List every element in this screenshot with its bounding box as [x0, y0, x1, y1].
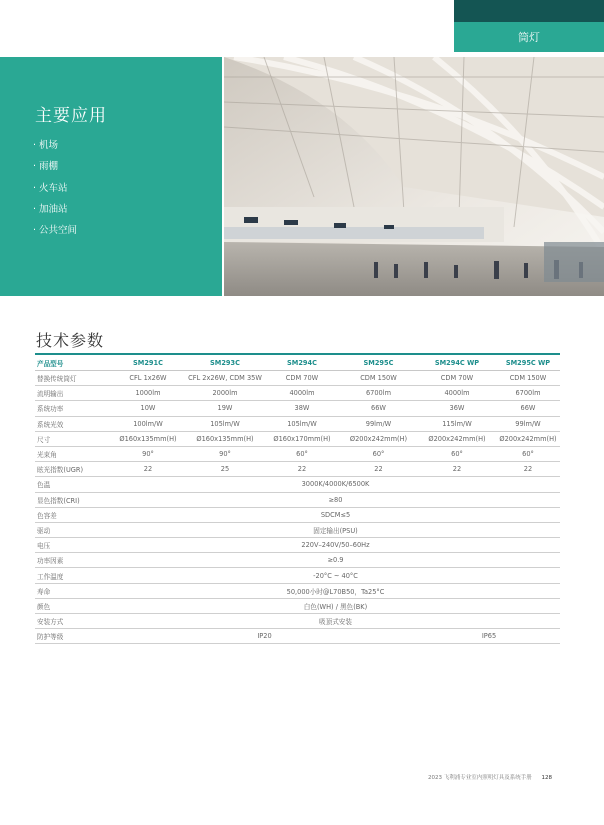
footer [428, 773, 552, 781]
table-cell: 4000lm [265, 386, 339, 401]
airport-terminal-photo [224, 57, 604, 296]
row-label: 尺寸 [35, 431, 111, 446]
application-item: · 机场 [33, 135, 77, 156]
table-cell: 白色(WH) / 黑色(BK) [111, 598, 560, 613]
row-label: 色温 [35, 477, 111, 492]
table-cell: 6700lm [496, 386, 560, 401]
application-item: · 公共空间 [33, 220, 77, 241]
row-label: 光束角 [35, 446, 111, 461]
row-label: 功率因素 [35, 553, 111, 568]
application-item: · 雨棚 [33, 156, 77, 177]
table-header-cell: SM293C [185, 354, 265, 371]
table-cell: Ø200x242mm(H) [496, 431, 560, 446]
table-cell: 100lm/W [111, 416, 185, 431]
table-row [35, 507, 560, 522]
table-cell: 25 [185, 462, 265, 477]
table-header-cell: 产品型号 [35, 354, 111, 371]
table-cell: 90° [111, 446, 185, 461]
table-row [35, 522, 560, 537]
table-cell: 吸顶式安装 [111, 614, 560, 629]
table-cell: 99lm/W [339, 416, 418, 431]
applications-panel [0, 57, 222, 296]
table-cell: 36W [418, 401, 496, 416]
table-cell: Ø200x242mm(H) [418, 431, 496, 446]
table-header-cell: SM294C [265, 354, 339, 371]
table-cell: 3000K/4000K/6500K [111, 477, 560, 492]
row-label: 系统功率 [35, 401, 111, 416]
table-cell: 99lm/W [496, 416, 560, 431]
application-item: · 火车站 [33, 178, 77, 199]
footer-text: 2023 飞利浦专业室内照明灯具及系统手册 [428, 775, 532, 781]
table-cell: Ø160x170mm(H) [265, 431, 339, 446]
table-cell: 220V–240V/50–60Hz [111, 538, 560, 553]
table-header-row [35, 354, 560, 371]
table-row [35, 629, 560, 644]
row-label: 流明输出 [35, 386, 111, 401]
table-cell: CFL 2x26W, CDM 35W [185, 371, 265, 386]
table-header-cell: SM291C [111, 354, 185, 371]
table-row [35, 598, 560, 613]
table-cell: 4000lm [418, 386, 496, 401]
table-cell: 50,000小时@L70B50，Ta25°C [111, 583, 560, 598]
row-label: 眩光指数(UGR) [35, 462, 111, 477]
applications-list [33, 135, 77, 241]
table-cell: Ø160x135mm(H) [111, 431, 185, 446]
applications-title: 主要应用 [35, 106, 107, 126]
table-row [35, 431, 560, 446]
application-item: · 加油站 [33, 199, 77, 220]
table-cell: 1000lm [111, 386, 185, 401]
table-row [35, 492, 560, 507]
table-cell: 105lm/W [185, 416, 265, 431]
table-row [35, 583, 560, 598]
table-row [35, 371, 560, 386]
table-cell: -20°C ~ 40°C [111, 568, 560, 583]
table-cell: 22 [418, 462, 496, 477]
category-tab: 筒灯 [454, 22, 604, 52]
table-cell: 19W [185, 401, 265, 416]
table-cell: 22 [111, 462, 185, 477]
row-label: 安装方式 [35, 614, 111, 629]
table-cell: Ø200x242mm(H) [339, 431, 418, 446]
table-cell: CDM 150W [339, 371, 418, 386]
table-cell: 66W [339, 401, 418, 416]
row-label: 寿命 [35, 583, 111, 598]
table-cell: 60° [496, 446, 560, 461]
page-number: 128 [541, 775, 552, 781]
row-label: 系统光效 [35, 416, 111, 431]
table-cell: 22 [339, 462, 418, 477]
table-cell: ≥0.9 [111, 553, 560, 568]
row-label: 替换传统筒灯 [35, 371, 111, 386]
table-cell: IP65 [418, 629, 560, 644]
row-label: 颜色 [35, 598, 111, 613]
table-row [35, 462, 560, 477]
table-cell: 66W [496, 401, 560, 416]
table-cell: CDM 150W [496, 371, 560, 386]
table-row [35, 614, 560, 629]
table-cell: 22 [496, 462, 560, 477]
table-cell: 90° [185, 446, 265, 461]
table-header-cell: SM295C [339, 354, 418, 371]
table-cell: 固定输出(PSU) [111, 522, 560, 537]
table-cell: 60° [339, 446, 418, 461]
table-body [35, 371, 560, 644]
table-row [35, 446, 560, 461]
table-header-cell: SM294C WP [418, 354, 496, 371]
row-label: 色容差 [35, 507, 111, 522]
table-cell: 6700lm [339, 386, 418, 401]
table-cell: 2000lm [185, 386, 265, 401]
table-cell: Ø160x135mm(H) [185, 431, 265, 446]
spec-table [35, 353, 560, 644]
row-label: 工作温度 [35, 568, 111, 583]
table-cell: 38W [265, 401, 339, 416]
table-cell: IP20 [111, 629, 418, 644]
table-row [35, 553, 560, 568]
table-cell: 60° [265, 446, 339, 461]
table-row [35, 401, 560, 416]
row-label: 显色指数(CRI) [35, 492, 111, 507]
table-cell: 105lm/W [265, 416, 339, 431]
table-row [35, 416, 560, 431]
table-cell: ≥80 [111, 492, 560, 507]
table-cell: CDM 70W [265, 371, 339, 386]
row-label: 电压 [35, 538, 111, 553]
table-cell: 22 [265, 462, 339, 477]
table-row [35, 386, 560, 401]
table-cell: 10W [111, 401, 185, 416]
table-row [35, 477, 560, 492]
header-accent-bar [454, 0, 604, 22]
table-header-cell: SM295C WP [496, 354, 560, 371]
table-cell: 60° [418, 446, 496, 461]
section-title: 技术参数 [36, 331, 105, 350]
row-label: 驱动 [35, 522, 111, 537]
table-row [35, 538, 560, 553]
table-cell: CFL 1x26W [111, 371, 185, 386]
table-cell: 115lm/W [418, 416, 496, 431]
table-cell: CDM 70W [418, 371, 496, 386]
table-cell: SDCM≤5 [111, 507, 560, 522]
table-row [35, 568, 560, 583]
row-label: 防护等级 [35, 629, 111, 644]
